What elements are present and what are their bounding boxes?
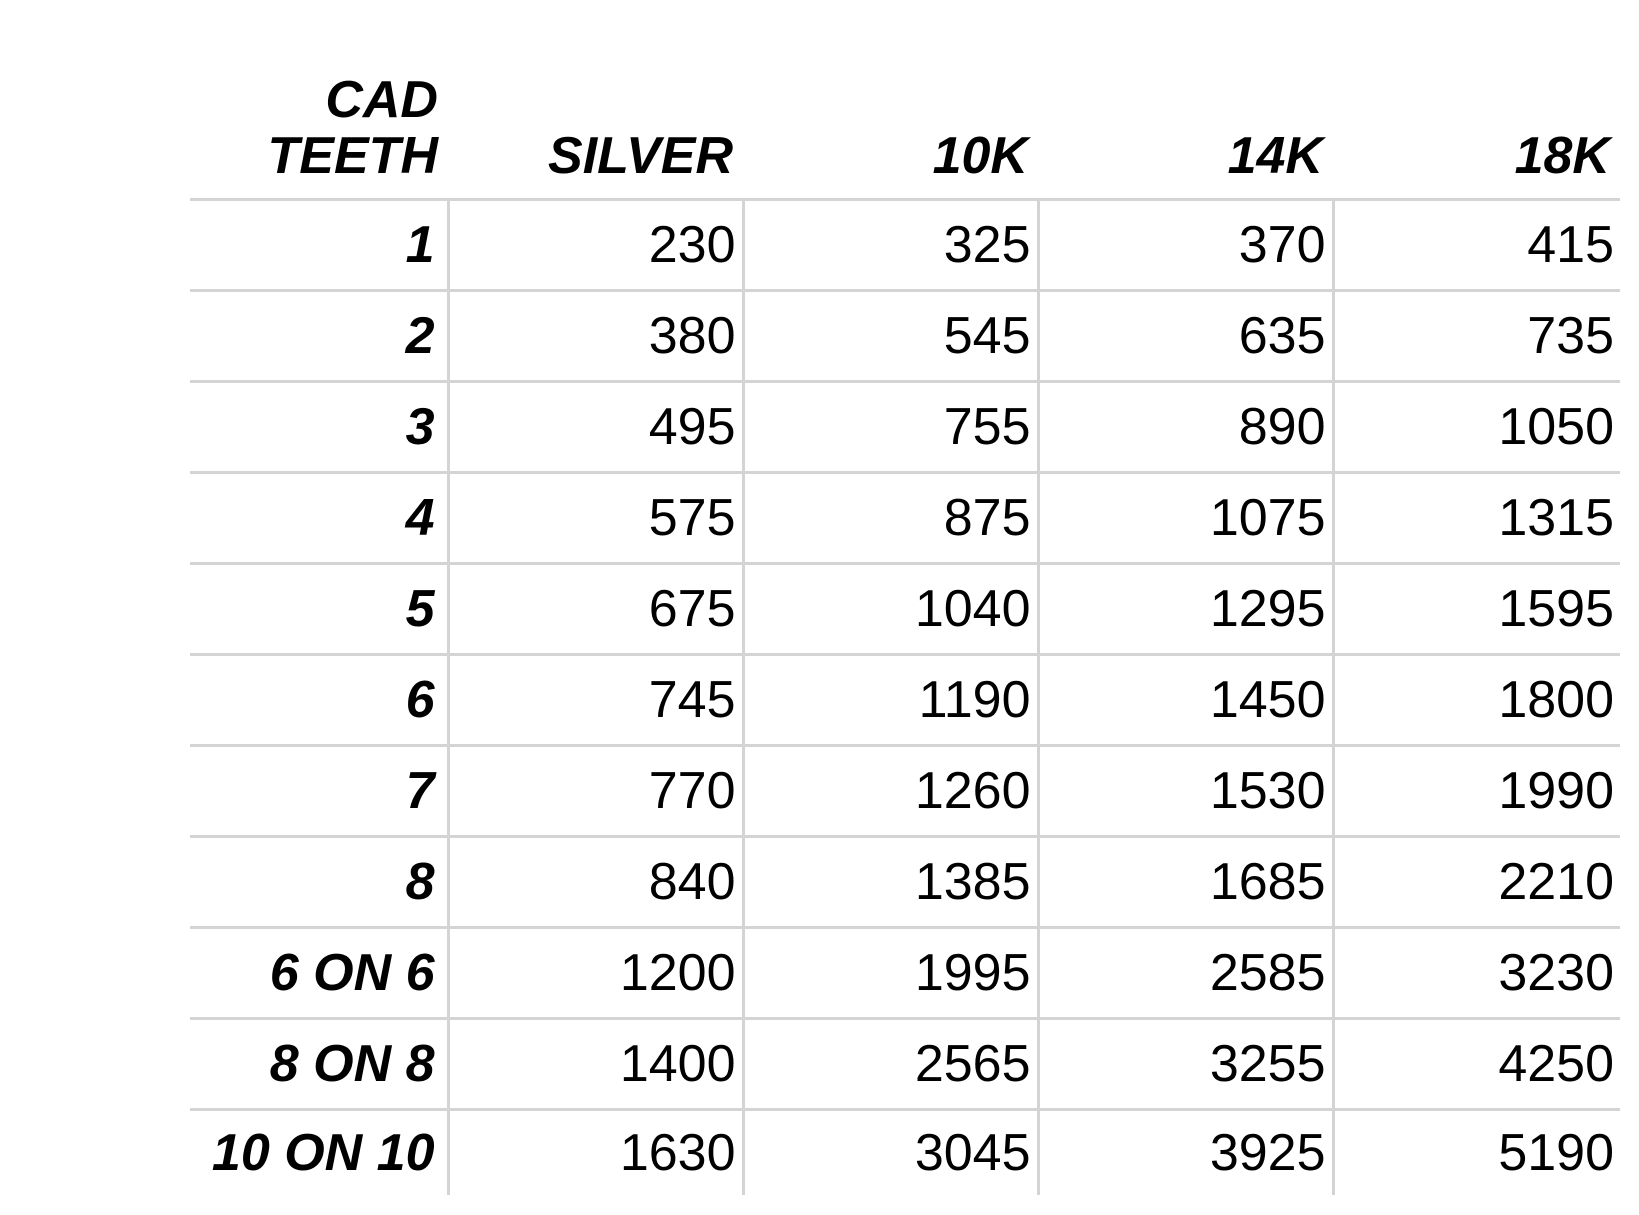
10k-price-cell: 1385: [743, 837, 1038, 928]
row-label-cell: 8: [190, 837, 448, 928]
silver-price-cell: 1630: [448, 1110, 743, 1196]
row-label-cell: 7: [190, 746, 448, 837]
18k-price-cell: 3230: [1333, 928, 1620, 1019]
silver-price-cell: 745: [448, 655, 743, 746]
header-teeth-line: TEETH: [267, 127, 438, 185]
14k-price-cell: 3925: [1038, 1110, 1333, 1196]
18k-price-cell: 5190: [1333, 1110, 1620, 1196]
14k-price-cell: 1075: [1038, 473, 1333, 564]
header-cad-line: CAD: [325, 71, 438, 129]
row-label-cell: 1: [190, 200, 448, 291]
row-label-cell: 4: [190, 473, 448, 564]
header-silver: SILVER: [448, 60, 743, 200]
18k-price-cell: 415: [1333, 200, 1620, 291]
10k-price-cell: 1040: [743, 564, 1038, 655]
row-label-cell: 10 ON 10: [190, 1110, 448, 1196]
table-row: [190, 473, 1620, 564]
price-table-container: [190, 60, 1620, 1195]
row-label-cell: 5: [190, 564, 448, 655]
18k-price-cell: 1595: [1333, 564, 1620, 655]
10k-price-cell: 755: [743, 382, 1038, 473]
row-label-cell: 2: [190, 291, 448, 382]
10k-price-cell: 325: [743, 200, 1038, 291]
silver-price-cell: 230: [448, 200, 743, 291]
silver-price-cell: 840: [448, 837, 743, 928]
18k-price-cell: 735: [1333, 291, 1620, 382]
table-row: [190, 1110, 1620, 1196]
14k-price-cell: 635: [1038, 291, 1333, 382]
14k-price-cell: 890: [1038, 382, 1333, 473]
silver-price-cell: 380: [448, 291, 743, 382]
18k-price-cell: 4250: [1333, 1019, 1620, 1110]
table-row: [190, 655, 1620, 746]
silver-price-cell: 675: [448, 564, 743, 655]
price-table: [190, 60, 1620, 1195]
row-label-cell: 6 ON 6: [190, 928, 448, 1019]
table-header-row: [190, 60, 1620, 200]
silver-price-cell: 575: [448, 473, 743, 564]
table-row: [190, 1019, 1620, 1110]
14k-price-cell: 1295: [1038, 564, 1333, 655]
silver-price-cell: 770: [448, 746, 743, 837]
14k-price-cell: 1450: [1038, 655, 1333, 746]
table-body: [190, 200, 1620, 1196]
header-10k: 10K: [743, 60, 1038, 200]
18k-price-cell: 1050: [1333, 382, 1620, 473]
table-row: [190, 382, 1620, 473]
silver-price-cell: 1200: [448, 928, 743, 1019]
row-label-cell: 3: [190, 382, 448, 473]
header-18k: 18K: [1333, 60, 1620, 200]
10k-price-cell: 3045: [743, 1110, 1038, 1196]
header-cad-teeth: [190, 60, 448, 200]
18k-price-cell: 1990: [1333, 746, 1620, 837]
table-row: [190, 746, 1620, 837]
row-label-cell: 8 ON 8: [190, 1019, 448, 1110]
table-row: [190, 928, 1620, 1019]
table-row: [190, 200, 1620, 291]
table-row: [190, 564, 1620, 655]
10k-price-cell: 875: [743, 473, 1038, 564]
10k-price-cell: 545: [743, 291, 1038, 382]
header-14k: 14K: [1038, 60, 1333, 200]
silver-price-cell: 1400: [448, 1019, 743, 1110]
table-row: [190, 837, 1620, 928]
10k-price-cell: 1260: [743, 746, 1038, 837]
14k-price-cell: 2585: [1038, 928, 1333, 1019]
14k-price-cell: 370: [1038, 200, 1333, 291]
14k-price-cell: 3255: [1038, 1019, 1333, 1110]
silver-price-cell: 495: [448, 382, 743, 473]
18k-price-cell: 1800: [1333, 655, 1620, 746]
row-label-cell: 6: [190, 655, 448, 746]
10k-price-cell: 1995: [743, 928, 1038, 1019]
14k-price-cell: 1530: [1038, 746, 1333, 837]
10k-price-cell: 2565: [743, 1019, 1038, 1110]
14k-price-cell: 1685: [1038, 837, 1333, 928]
table-row: [190, 291, 1620, 382]
18k-price-cell: 2210: [1333, 837, 1620, 928]
18k-price-cell: 1315: [1333, 473, 1620, 564]
10k-price-cell: 1190: [743, 655, 1038, 746]
